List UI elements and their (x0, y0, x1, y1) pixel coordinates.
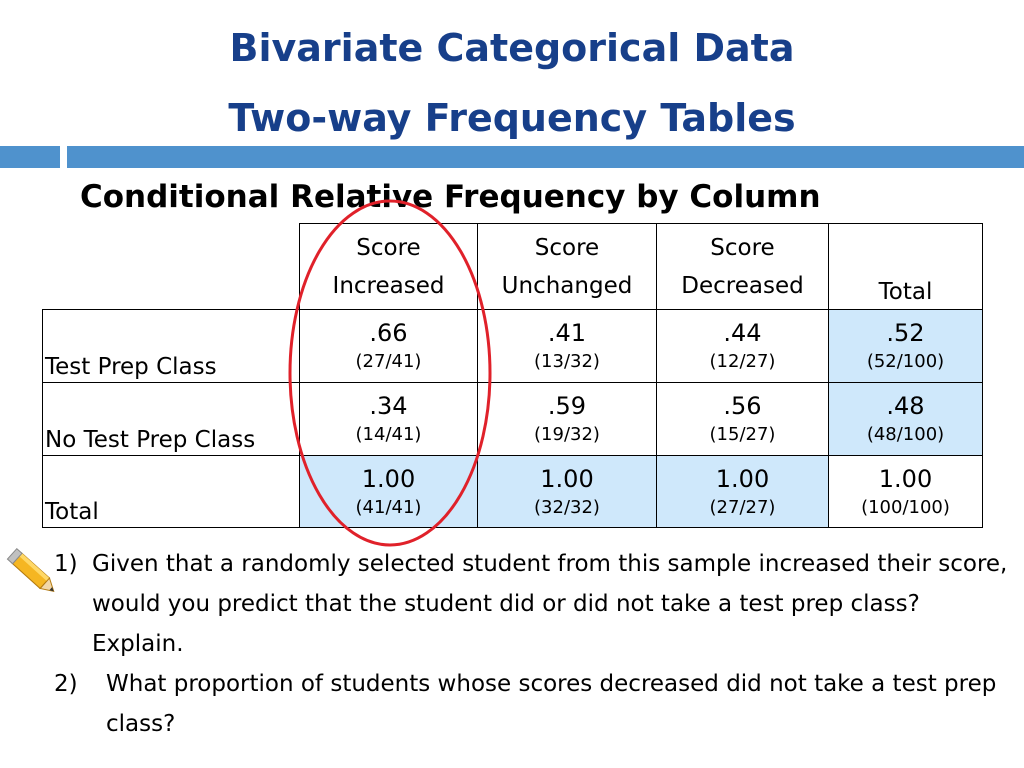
table-cell-total: 1.00 (27/27) (657, 456, 829, 528)
row-label-no-test-prep: No Test Prep Class (43, 383, 300, 456)
header-score-unchanged: Score Unchanged (478, 224, 657, 310)
header-score-increased: Score Increased (300, 224, 478, 310)
table-cell-total: .48 (48/100) (829, 383, 983, 456)
red-ellipse-annotation (282, 196, 512, 556)
table-cell: .59 (19/32) (478, 383, 657, 456)
question-number: 1) (54, 551, 78, 577)
table-cell-total: 1.00 (41/41) (300, 456, 478, 528)
table-row (43, 456, 983, 528)
table-cell: .66 (27/41) (300, 310, 478, 383)
question-1 (54, 544, 1014, 664)
question-number: 2) (54, 671, 78, 697)
table-row (43, 310, 983, 383)
slide-title-line2: Two-way Frequency Tables (228, 96, 796, 140)
header-score-decreased: Score Decreased (657, 224, 829, 310)
table-cell-total: .52 (52/100) (829, 310, 983, 383)
table-cell-total: 1.00 (32/32) (478, 456, 657, 528)
table-cell: .44 (12/27) (657, 310, 829, 383)
question-2 (54, 664, 1014, 744)
header-total: Total (829, 224, 983, 310)
slide-subtitle: Conditional Relative Frequency by Column (80, 179, 821, 215)
table-cell: .34 (14/41) (300, 383, 478, 456)
slide-title-line1: Bivariate Categorical Data (229, 26, 795, 70)
question-text: Given that a randomly selected student from this sample increased their score, would you predict that the student did or did not take a test prep class? Explain. (92, 551, 1008, 657)
accent-bar-right (67, 146, 1024, 168)
question-text: What proportion of students whose scores decreased did not take a test prep class? (106, 671, 997, 737)
two-way-frequency-table (42, 223, 983, 528)
table-cell-grand-total: 1.00 (100/100) (829, 456, 983, 528)
row-label-total: Total (43, 456, 300, 528)
table-row (43, 383, 983, 456)
table-header-row (43, 224, 983, 310)
table-corner-cell (43, 224, 300, 310)
accent-bar-left (0, 146, 60, 168)
row-label-test-prep: Test Prep Class (43, 310, 300, 383)
table-cell: .56 (15/27) (657, 383, 829, 456)
table-cell: .41 (13/32) (478, 310, 657, 383)
questions-list (54, 544, 1014, 744)
